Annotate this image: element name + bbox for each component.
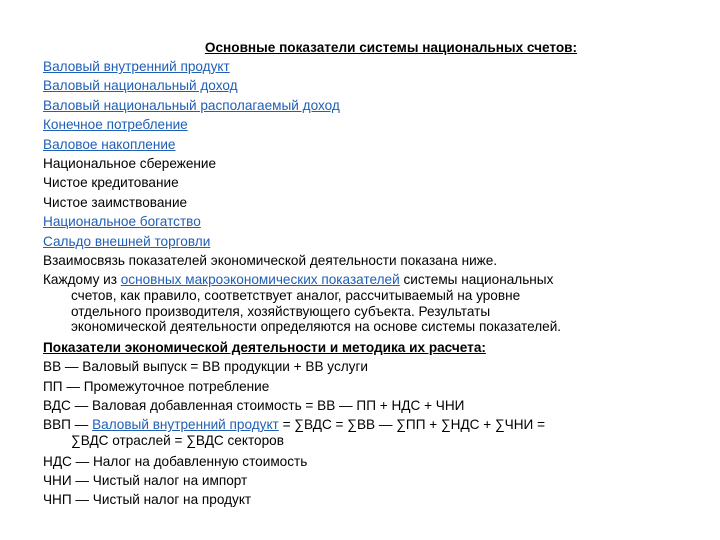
page-title: Основные показатели системы национальных счетов:	[204, 40, 578, 55]
indicator-item[interactable]	[43, 232, 683, 251]
indicator-link-gdp[interactable]: Валовый внутренний продукт	[43, 59, 230, 74]
indicator-link-national-wealth[interactable]: Национальное богатство	[43, 214, 201, 230]
indicator-item[interactable]	[43, 76, 683, 95]
indicator-item	[43, 193, 683, 212]
formula-vvp-prefix: ВВП —	[43, 417, 93, 433]
paragraph-line-4: экономической деятельности определяются на основе системы показателей.	[71, 319, 562, 335]
indicator-item	[43, 154, 683, 173]
document-body	[43, 38, 683, 510]
indicator-item[interactable]	[43, 96, 683, 115]
methods-heading: Показатели экономической деятельности и методика их расчета:	[43, 339, 486, 355]
macro-indicators-link[interactable]: основных макроэкономических показателей	[120, 272, 400, 288]
indicator-link-trade-balance[interactable]: Сальдо внешней торговли	[43, 233, 211, 249]
paragraph-line-2: счетов, как правило, соответствует аналог, рассчитываемый на уровне	[71, 288, 521, 304]
formula-vvp-line-2: ∑ВДС отраслей = ∑ВДС секторов	[71, 433, 284, 449]
indicator-link-gross-accumulation[interactable]: Валовое накопление	[43, 136, 176, 152]
gdp-link[interactable]: Валовый внутренний продукт	[92, 417, 279, 433]
indicator-link-final-consumption[interactable]: Конечное потребление	[43, 117, 188, 133]
paragraph-line-3: отдельного производителя, хозяйствующего субъекта. Результаты	[71, 303, 491, 319]
indicator-list	[43, 57, 683, 251]
paragraph-start: Каждому из	[43, 272, 121, 288]
description-paragraph	[43, 272, 683, 334]
indicator-text-net-lending: Чистое кредитование	[43, 175, 179, 191]
indicator-text-national-savings: Национальное сбережение	[43, 156, 217, 172]
formula-pp: ПП — Промежуточное потребление	[43, 378, 270, 394]
paragraph-rest: системы национальных	[399, 272, 554, 288]
interrelation-text: Взаимосвязь показателей экономической деятельности показана ниже.	[43, 253, 498, 269]
indicator-link-gni[interactable]: Валовый национальный доход	[43, 78, 238, 94]
formula-vvp	[43, 417, 683, 448]
indicator-item[interactable]	[43, 135, 683, 154]
indicator-item[interactable]	[43, 212, 683, 231]
formula-bv: ВВ — Валовый выпуск = ВВ продукции + ВВ услуги	[43, 359, 369, 375]
indicator-link-gndi[interactable]: Валовый национальный располагаемый доход	[43, 97, 340, 113]
formula-vvp-rest: = ∑ВДС = ∑ВВ — ∑ПП + ∑НДС + ∑ЧНИ =	[278, 417, 546, 433]
indicator-item	[43, 173, 683, 192]
formula-chni: ЧНИ — Чистый налог на импорт	[43, 473, 248, 489]
indicator-text-net-borrowing: Чистое заимствование	[43, 194, 188, 210]
indicator-item[interactable]	[43, 57, 683, 76]
indicator-item[interactable]	[43, 115, 683, 134]
formula-chnp: ЧНП — Чистый налог на продукт	[43, 492, 252, 508]
formula-nds: НДС — Налог на добавленную стоимость	[43, 453, 308, 469]
formula-vds: ВДС — Валовая добавленная стоимость = ВВ — ПП + НДС + ЧНИ	[43, 398, 465, 414]
